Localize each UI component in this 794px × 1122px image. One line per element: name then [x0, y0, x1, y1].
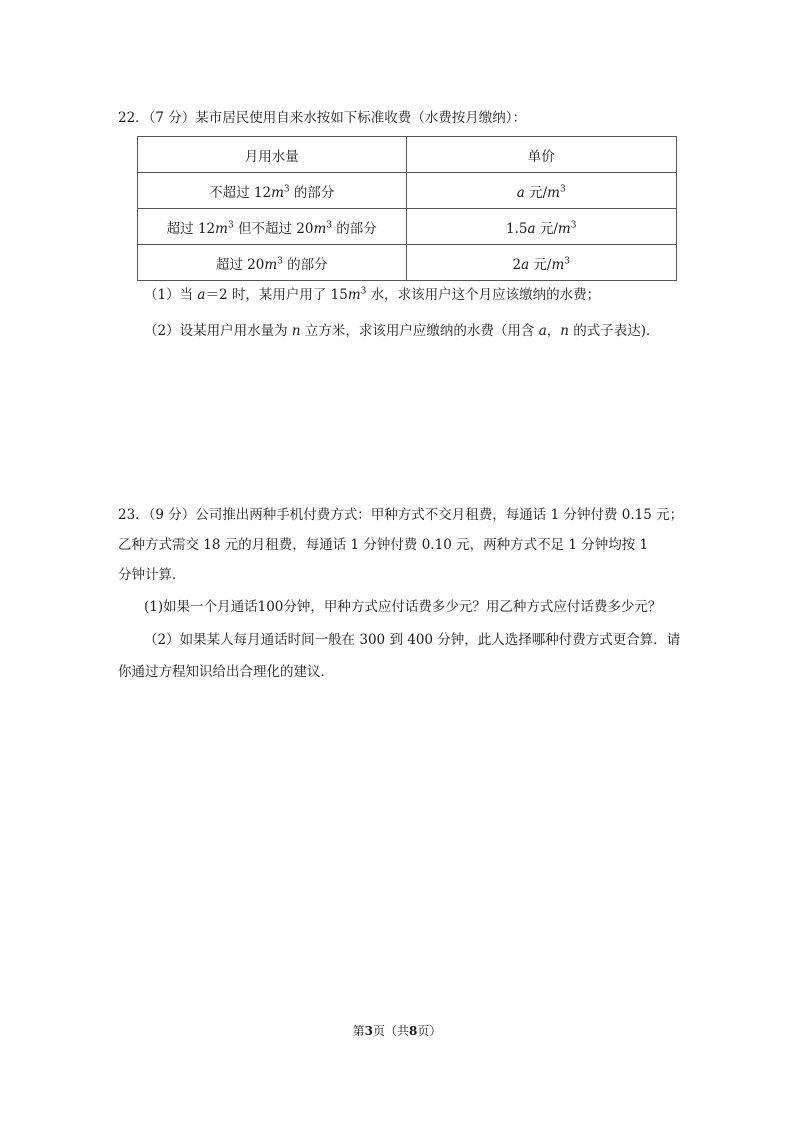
q22-part1: （1）当 a＝2 时，某用户用了 $15m^3$ 水，求该用户这个月应该缴纳的水费；: [144, 286, 601, 303]
q22-part2: （2）设某用户用水量为 n 立方米，求该用户应缴纳的水费（用含 a，n 的式子表达)．: [144, 323, 660, 339]
q23-stem-line2: 乙种方式需交 18 元的月租费，每通话 1 分钟付费 0.10 元，两种方式不足 1 分钟均按 1: [118, 537, 649, 553]
table-row: [138, 209, 677, 245]
q23-stem-line1: 23．（9 分）公司推出两种手机付费方式：甲种方式不交月租费，每通话 1 分钟付费 0.15 元；: [118, 507, 684, 523]
table-row: [138, 245, 677, 281]
price-cell: 2a 元$/m^3$: [406, 245, 677, 281]
usage-cell: 超过 $12m^3$ 但不超过 $20m^3$ 的部分: [138, 209, 407, 245]
q23-part2-line2: 你通过方程知识给出合理化的建议．: [118, 664, 334, 680]
q23-part2-line1: （2）如果某人每月通话时间一般在 300 到 400 分钟，此人选择哪种付费方式更合算．请: [144, 632, 681, 648]
page-footer: 第3页（共8页）: [352, 1024, 442, 1038]
q23-part1: (1)如果一个月通话100分钟，甲种方式应付话费多少元？用乙种方式应付话费多少元？: [144, 599, 662, 615]
header-usage: 月用水量: [138, 137, 407, 173]
water-fee-table: [137, 136, 677, 281]
usage-cell: 超过 $20m^3$ 的部分: [138, 245, 407, 281]
table-header-row: [138, 137, 677, 173]
price-cell: 1.5a 元$/m^3$: [406, 209, 677, 245]
usage-cell: 不超过 $12m^3$ 的部分: [138, 173, 407, 209]
header-price: 单价: [406, 137, 677, 173]
q22-stem: 22．（7 分）某市居民使用自来水按如下标准收费（水费按月缴纳）：: [118, 110, 527, 126]
q23-stem-line3: 分钟计算．: [118, 567, 186, 583]
price-cell: a 元$/m^3$: [406, 173, 677, 209]
table-row: [138, 173, 677, 209]
